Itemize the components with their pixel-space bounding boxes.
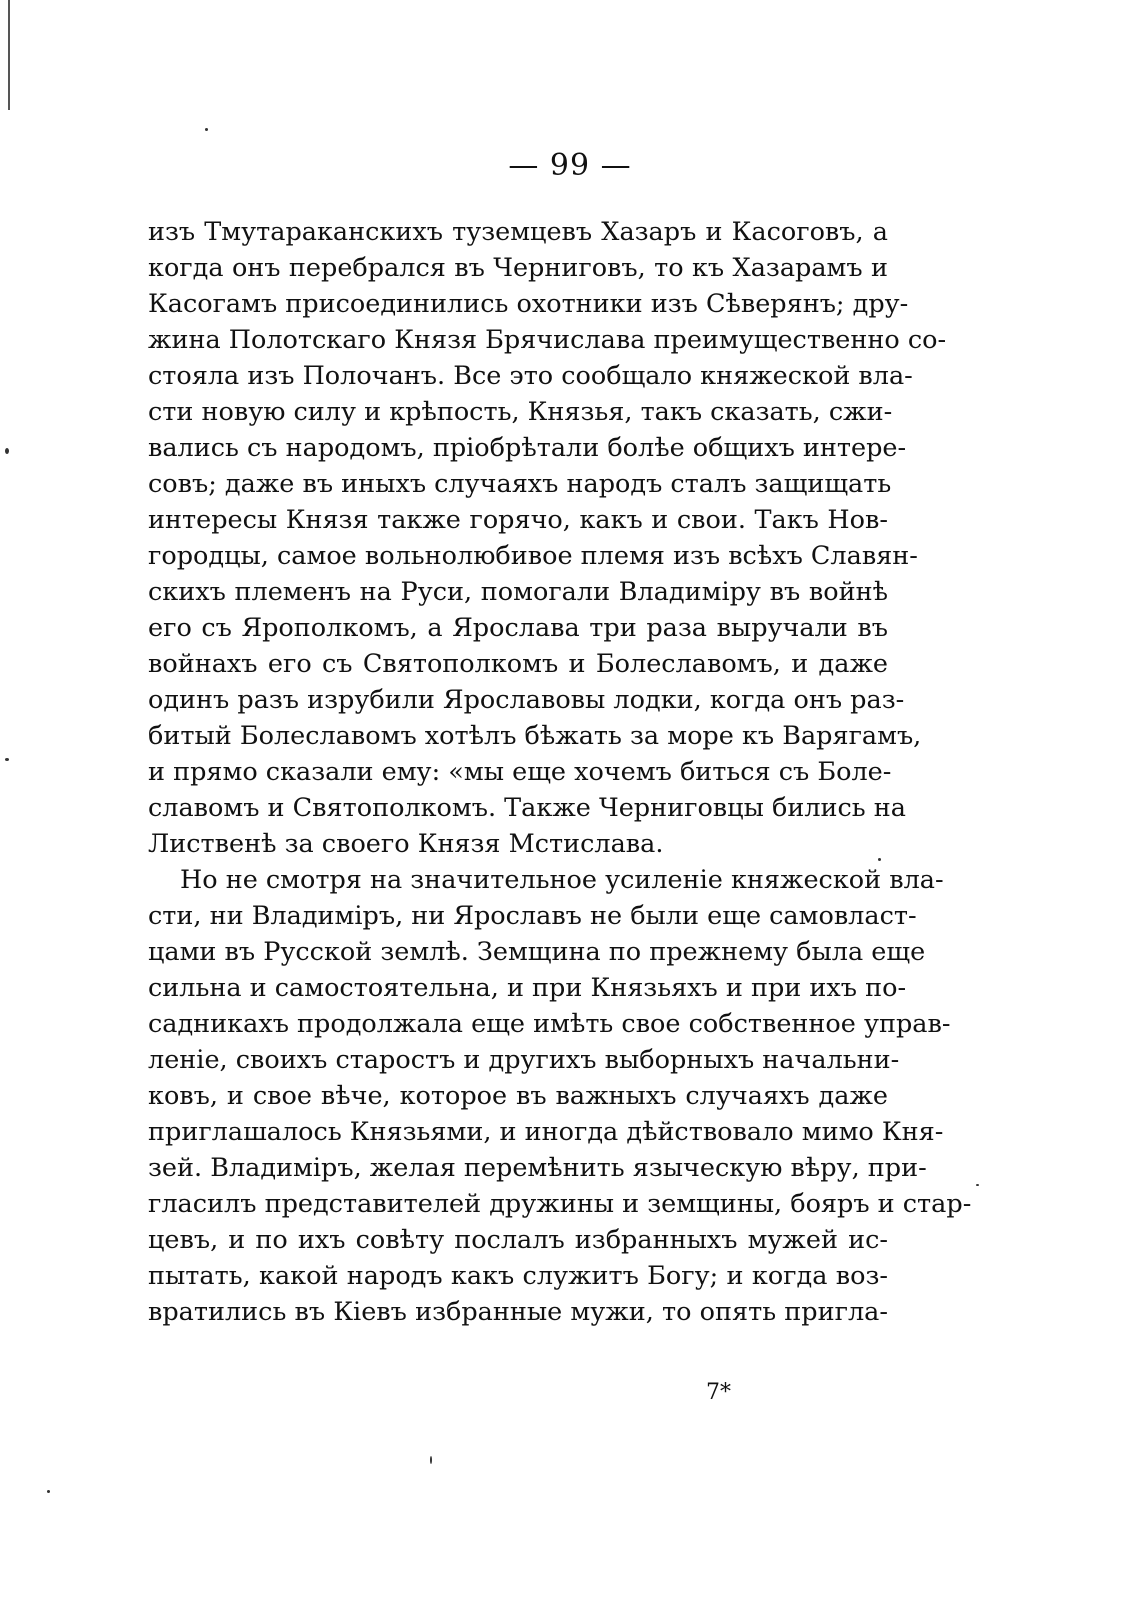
text-line: его съ Ярополкомъ, а Ярослава три раза выручали въ: [148, 613, 888, 643]
text-line: одинъ разъ изрубили Ярославовы лодки, когда онъ раз-: [148, 685, 905, 715]
text-line: интересы Князя также горячо, какъ и свои. Такъ Нов-: [148, 505, 888, 535]
text-line: вались съ народомъ, пріобрѣтали болѣе общихъ интере-: [148, 433, 907, 463]
text-line: садникахъ продолжала еще имѣть свое собственное управ-: [148, 1009, 951, 1039]
text-line: войнахъ его съ Святополкомъ и Болеславомъ, и даже: [148, 649, 888, 679]
text-line: Лиственѣ за своего Князя Мстислава.: [148, 829, 664, 859]
scan-speck: [5, 758, 9, 761]
text-line: леніе, своихъ старостъ и другихъ выборныхъ начальни-: [148, 1045, 900, 1075]
signature-mark: 7*: [706, 1380, 731, 1405]
text-line: сильна и самостоятельна, и при Князьяхъ и при ихъ по-: [148, 973, 907, 1003]
text-line: цами въ Русской землѣ. Земщина по прежнему была еще: [148, 937, 926, 967]
scan-speck: [878, 858, 881, 861]
paragraph: [148, 862, 972, 1330]
text-line: и прямо сказали ему: «мы еще хочемъ биться съ Боле-: [148, 757, 892, 787]
text-line: стояла изъ Полочанъ. Все это сообщало княжеской вла-: [148, 361, 913, 391]
text-line: вратились въ Кіевъ избранные мужи, то опять пригла-: [148, 1297, 888, 1327]
page-edge-line: [8, 0, 10, 110]
body-text: [148, 214, 972, 1330]
text-line: городцы, самое вольнолюбивое племя изъ всѣхъ Славян-: [148, 541, 918, 571]
text-line: ковъ, и свое вѣче, которое въ важныхъ случаяхъ даже: [148, 1081, 888, 1111]
text-line: Касогамъ присоединились охотники изъ Сѣверянъ; дру-: [148, 289, 909, 319]
text-line: сти новую силу и крѣпость, Князья, такъ сказать, сжи-: [148, 397, 893, 427]
text-line: изъ Тмутараканскихъ туземцевъ Хазаръ и Касоговъ, а: [148, 217, 888, 247]
text-line: когда онъ перебрался въ Черниговъ, то къ Хазарамъ и: [148, 253, 888, 283]
text-line: цевъ, и по ихъ совѣту послалъ избранныхъ мужей ис-: [148, 1225, 888, 1255]
text-line: скихъ племенъ на Руси, помогали Владиміру въ войнѣ: [148, 577, 888, 607]
text-line: сти, ни Владиміръ, ни Ярославъ не были еще самовласт-: [148, 901, 917, 931]
scan-speck: [5, 448, 9, 454]
text-line: совъ; даже въ иныхъ случаяхъ народъ сталъ защищать: [148, 469, 892, 499]
page-number: — 99 —: [508, 148, 632, 183]
text-line: гласилъ представителей дружины и земщины, бояръ и стар-: [148, 1189, 972, 1219]
scan-speck: [47, 1490, 50, 1493]
text-line: пытать, какой народъ какъ служитъ Богу; и когда воз-: [148, 1261, 888, 1291]
text-line: славомъ и Святополкомъ. Также Черниговцы бились на: [148, 793, 906, 823]
scan-speck: [205, 128, 208, 131]
scan-speck: [430, 1456, 432, 1464]
text-line: приглашалось Князьями, и иногда дѣйствовало мимо Кня-: [148, 1117, 944, 1147]
scan-speck: [976, 1184, 979, 1186]
paragraph: [148, 214, 947, 862]
text-line: жина Полотскаго Князя Брячислава преимущественно со-: [148, 325, 947, 355]
text-line: битый Болеславомъ хотѣлъ бѣжать за море къ Варягамъ,: [148, 721, 922, 751]
text-line: Но не смотря на значительное усиленіе княжеской вла-: [180, 865, 944, 895]
text-line: зей. Владиміръ, желая перемѣнить языческую вѣру, при-: [148, 1153, 927, 1183]
